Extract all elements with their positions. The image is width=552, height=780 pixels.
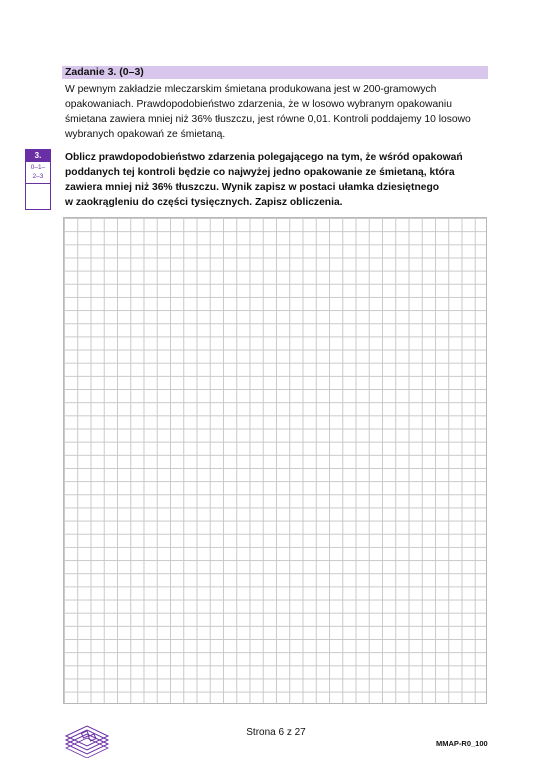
score-options-line: 2–3 bbox=[32, 173, 44, 180]
task-line: poddanych tej kontroli będzie co najwyżej jedno opakowanie ze śmietaną, która bbox=[65, 167, 455, 178]
score-box bbox=[25, 149, 51, 210]
intro-line: opakowaniach. Prawdopodobieństwo zdarzenia, że w losowo wybranym opakowaniu bbox=[65, 99, 452, 110]
score-entry-field[interactable] bbox=[26, 184, 50, 211]
answer-grid[interactable] bbox=[63, 217, 487, 704]
exam-code: MMAP-R0_100 bbox=[436, 739, 488, 748]
task-line: w zaokrągleniu do części tysięcznych. Zapisz obliczenia. bbox=[65, 197, 343, 208]
page-number: Strona 6 z 27 bbox=[246, 727, 306, 738]
task-intro bbox=[65, 82, 495, 142]
task-line: zawiera mniej niż 36% tłuszczu. Wynik zapisz w postaci ułamka dziesiętnego bbox=[65, 182, 440, 193]
task-line: Oblicz prawdopodobieństwo zdarzenia polegającego na tym, że wśród opakowań bbox=[65, 152, 463, 163]
score-options-line: 0–1– bbox=[30, 164, 46, 171]
task-title: Zadanie 3. (0–3) bbox=[65, 66, 144, 78]
score-box-options bbox=[26, 162, 50, 184]
intro-line: W pewnym zakładzie mleczarskim śmietana produkowana jest w 200-gramowych bbox=[65, 84, 437, 95]
cke-logo-icon bbox=[62, 718, 112, 758]
task-instruction bbox=[65, 150, 495, 210]
intro-line: wybranych opakowań ze śmietaną. bbox=[65, 129, 226, 140]
score-box-number: 3. bbox=[26, 150, 50, 162]
intro-line: śmietana zawiera mniej niż 36% tłuszczu, jest równe 0,01. Kontroli poddajemy 10 losowo bbox=[65, 114, 471, 125]
